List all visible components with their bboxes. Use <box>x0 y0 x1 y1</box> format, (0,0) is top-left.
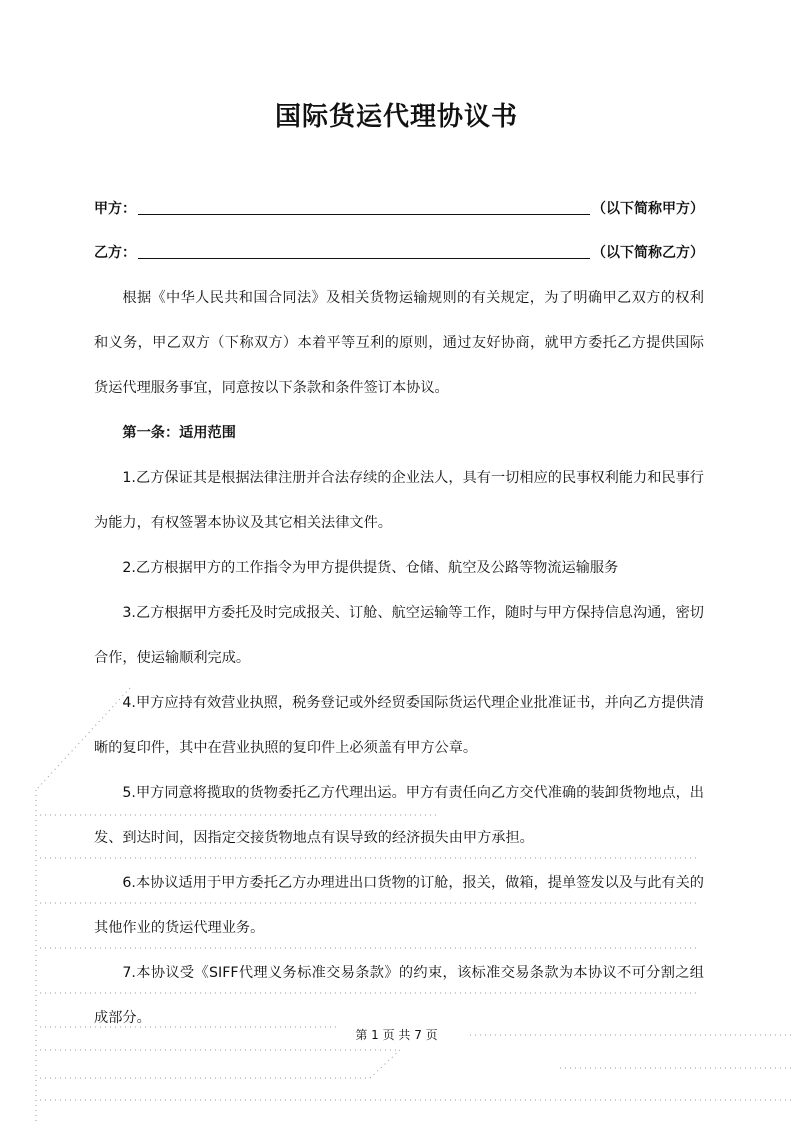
clause-1: 1.乙方保证其是根据法律注册并合法存续的企业法人，具有一切相应的民事权利能力和民事行为能力，有权签署本协议及其它相关法律文件。 <box>94 470 704 531</box>
clause-3: 3.乙方根据甲方委托及时完成报关、订舱、航空运输等工作，随时与甲方保持信息沟通，密切合作，使运输顺利完成。 <box>94 605 704 666</box>
article-1-heading: 第一条：适用范围 <box>122 425 236 441</box>
clause-6: 6.本协议适用于甲方委托乙方办理进出口货物的订舱，报关，做箱，提单签发以及与此有关的其他作业的货运代理业务。 <box>94 875 704 936</box>
party-b-label: 乙方： <box>94 245 136 261</box>
party-b-blank <box>138 240 590 259</box>
clause-5: 5.甲方同意将揽取的货物委托乙方代理出运。甲方有责任向乙方交代准确的装卸货物地点，出发、到达时间，因指定交接货物地点有误导致的经济损失由甲方承担。 <box>94 785 704 846</box>
party-a-blank <box>138 196 590 215</box>
party-b-line <box>94 236 704 262</box>
party-b-suffix: （以下简称乙方） <box>592 245 704 261</box>
party-a-suffix: （以下简称甲方） <box>592 201 704 217</box>
document-title: 国际货运代理协议书 <box>274 102 518 132</box>
party-a-label: 甲方： <box>94 201 136 217</box>
page-footer: 第 1 页 共 7 页 <box>355 1028 438 1042</box>
clause-2: 2.乙方根据甲方的工作指令为甲方提供提货、仓储、航空及公路等物流运输服务 <box>122 560 619 576</box>
preamble-paragraph: 根据《中华人民共和国合同法》及相关货物运输规则的有关规定，为了明确甲乙双方的权利和义务，甲乙双方（下称双方）本着平等互利的原则，通过友好协商，就甲方委托乙方提供国际货运代理服务事宜，同意按以下条款和条件签订本协议。 <box>94 290 704 396</box>
clause-7: 7.本协议受《SIFF代理义务标准交易条款》的约束，该标准交易条款为本协议不可分割之组成部分。 <box>94 965 704 1026</box>
party-a-line <box>94 192 704 218</box>
clause-4: 4.甲方应持有效营业执照，税务登记或外经贸委国际货运代理企业批准证书，并向乙方提供清晰的复印件，其中在营业执照的复印件上必须盖有甲方公章。 <box>94 695 704 756</box>
document-body <box>94 276 704 1041</box>
